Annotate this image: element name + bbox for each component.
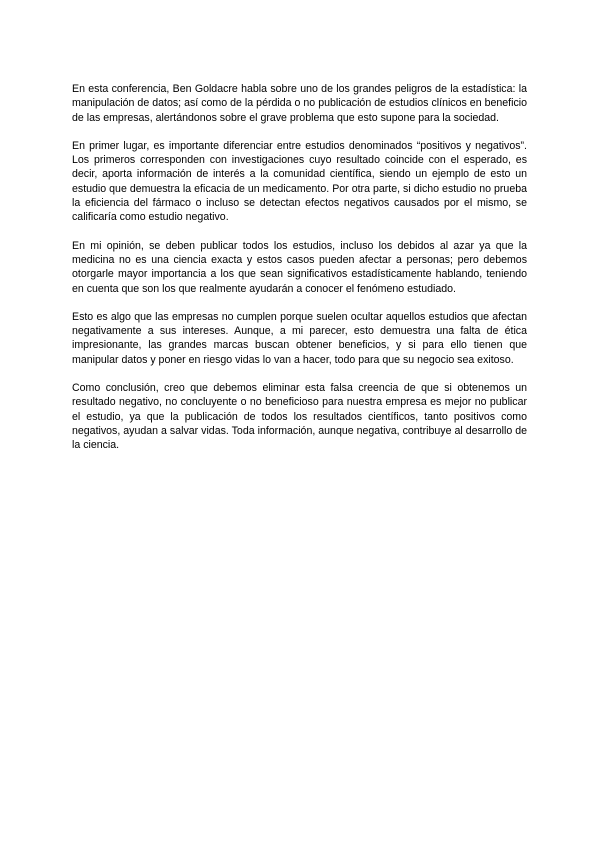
paragraph-companies: Esto es algo que las empresas no cumplen porque suelen ocultar aquellos estudios que afectan negativamente a sus intereses. Aunque, a mi parecer, esto demuestra una falta de ética impresionante, las grandes marcas buscan obtener beneficios, y si para ello tienen que manipular datos y poner en riesgo vidas lo van a hacer, todo para que su negocio sea exitoso. xyxy=(72,310,527,366)
paragraph-conclusion: Como conclusión, creo que debemos eliminar esta falsa creencia de que si obtenemos un resultado negativo, no concluyente o no beneficioso para nuestra empresa es mejor no publicar el estudio, ya que la publicación de todos los resultados científicos, tanto positivos como negativos, ayudan a salvar vidas. Toda información, aunque negativa, contribuye al desarrollo de la ciencia. xyxy=(72,382,527,452)
document-body xyxy=(72,82,527,467)
paragraph-positive-negative-studies: En primer lugar, es importante diferenciar entre estudios denominados “positivos y negativos”. Los primeros corresponden con investigaciones cuyo resultado coincide con el esperado, es decir, aporta información de interés a la comunidad científica, siendo un ejemplo de esto un estudio que demuestra la eficacia de un medicamento. Por otra parte, si dicho estudio no prueba la eficiencia del fármaco o incluso se detectan efectos negativos causados por el mismo, se calificaría como estudio negativo. xyxy=(72,139,527,224)
paragraph-opinion: En mi opinión, se deben publicar todos los estudios, incluso los debidos al azar ya que la medicina no es una ciencia exacta y estos casos pueden afectar a personas; pero debemos otorgarle mayor importancia a los que sean significativos estadísticamente hablando, teniendo en cuenta que son los que realmente ayudarán a conocer el fenómeno estudiado. xyxy=(72,239,527,295)
paragraph-introduction: En esta conferencia, Ben Goldacre habla sobre uno de los grandes peligros de la estadística: la manipulación de datos; así como de la pérdida o no publicación de estudios clínicos en beneficio de las empresas, alertándonos sobre el grave problema que esto supone para la sociedad. xyxy=(72,83,527,124)
